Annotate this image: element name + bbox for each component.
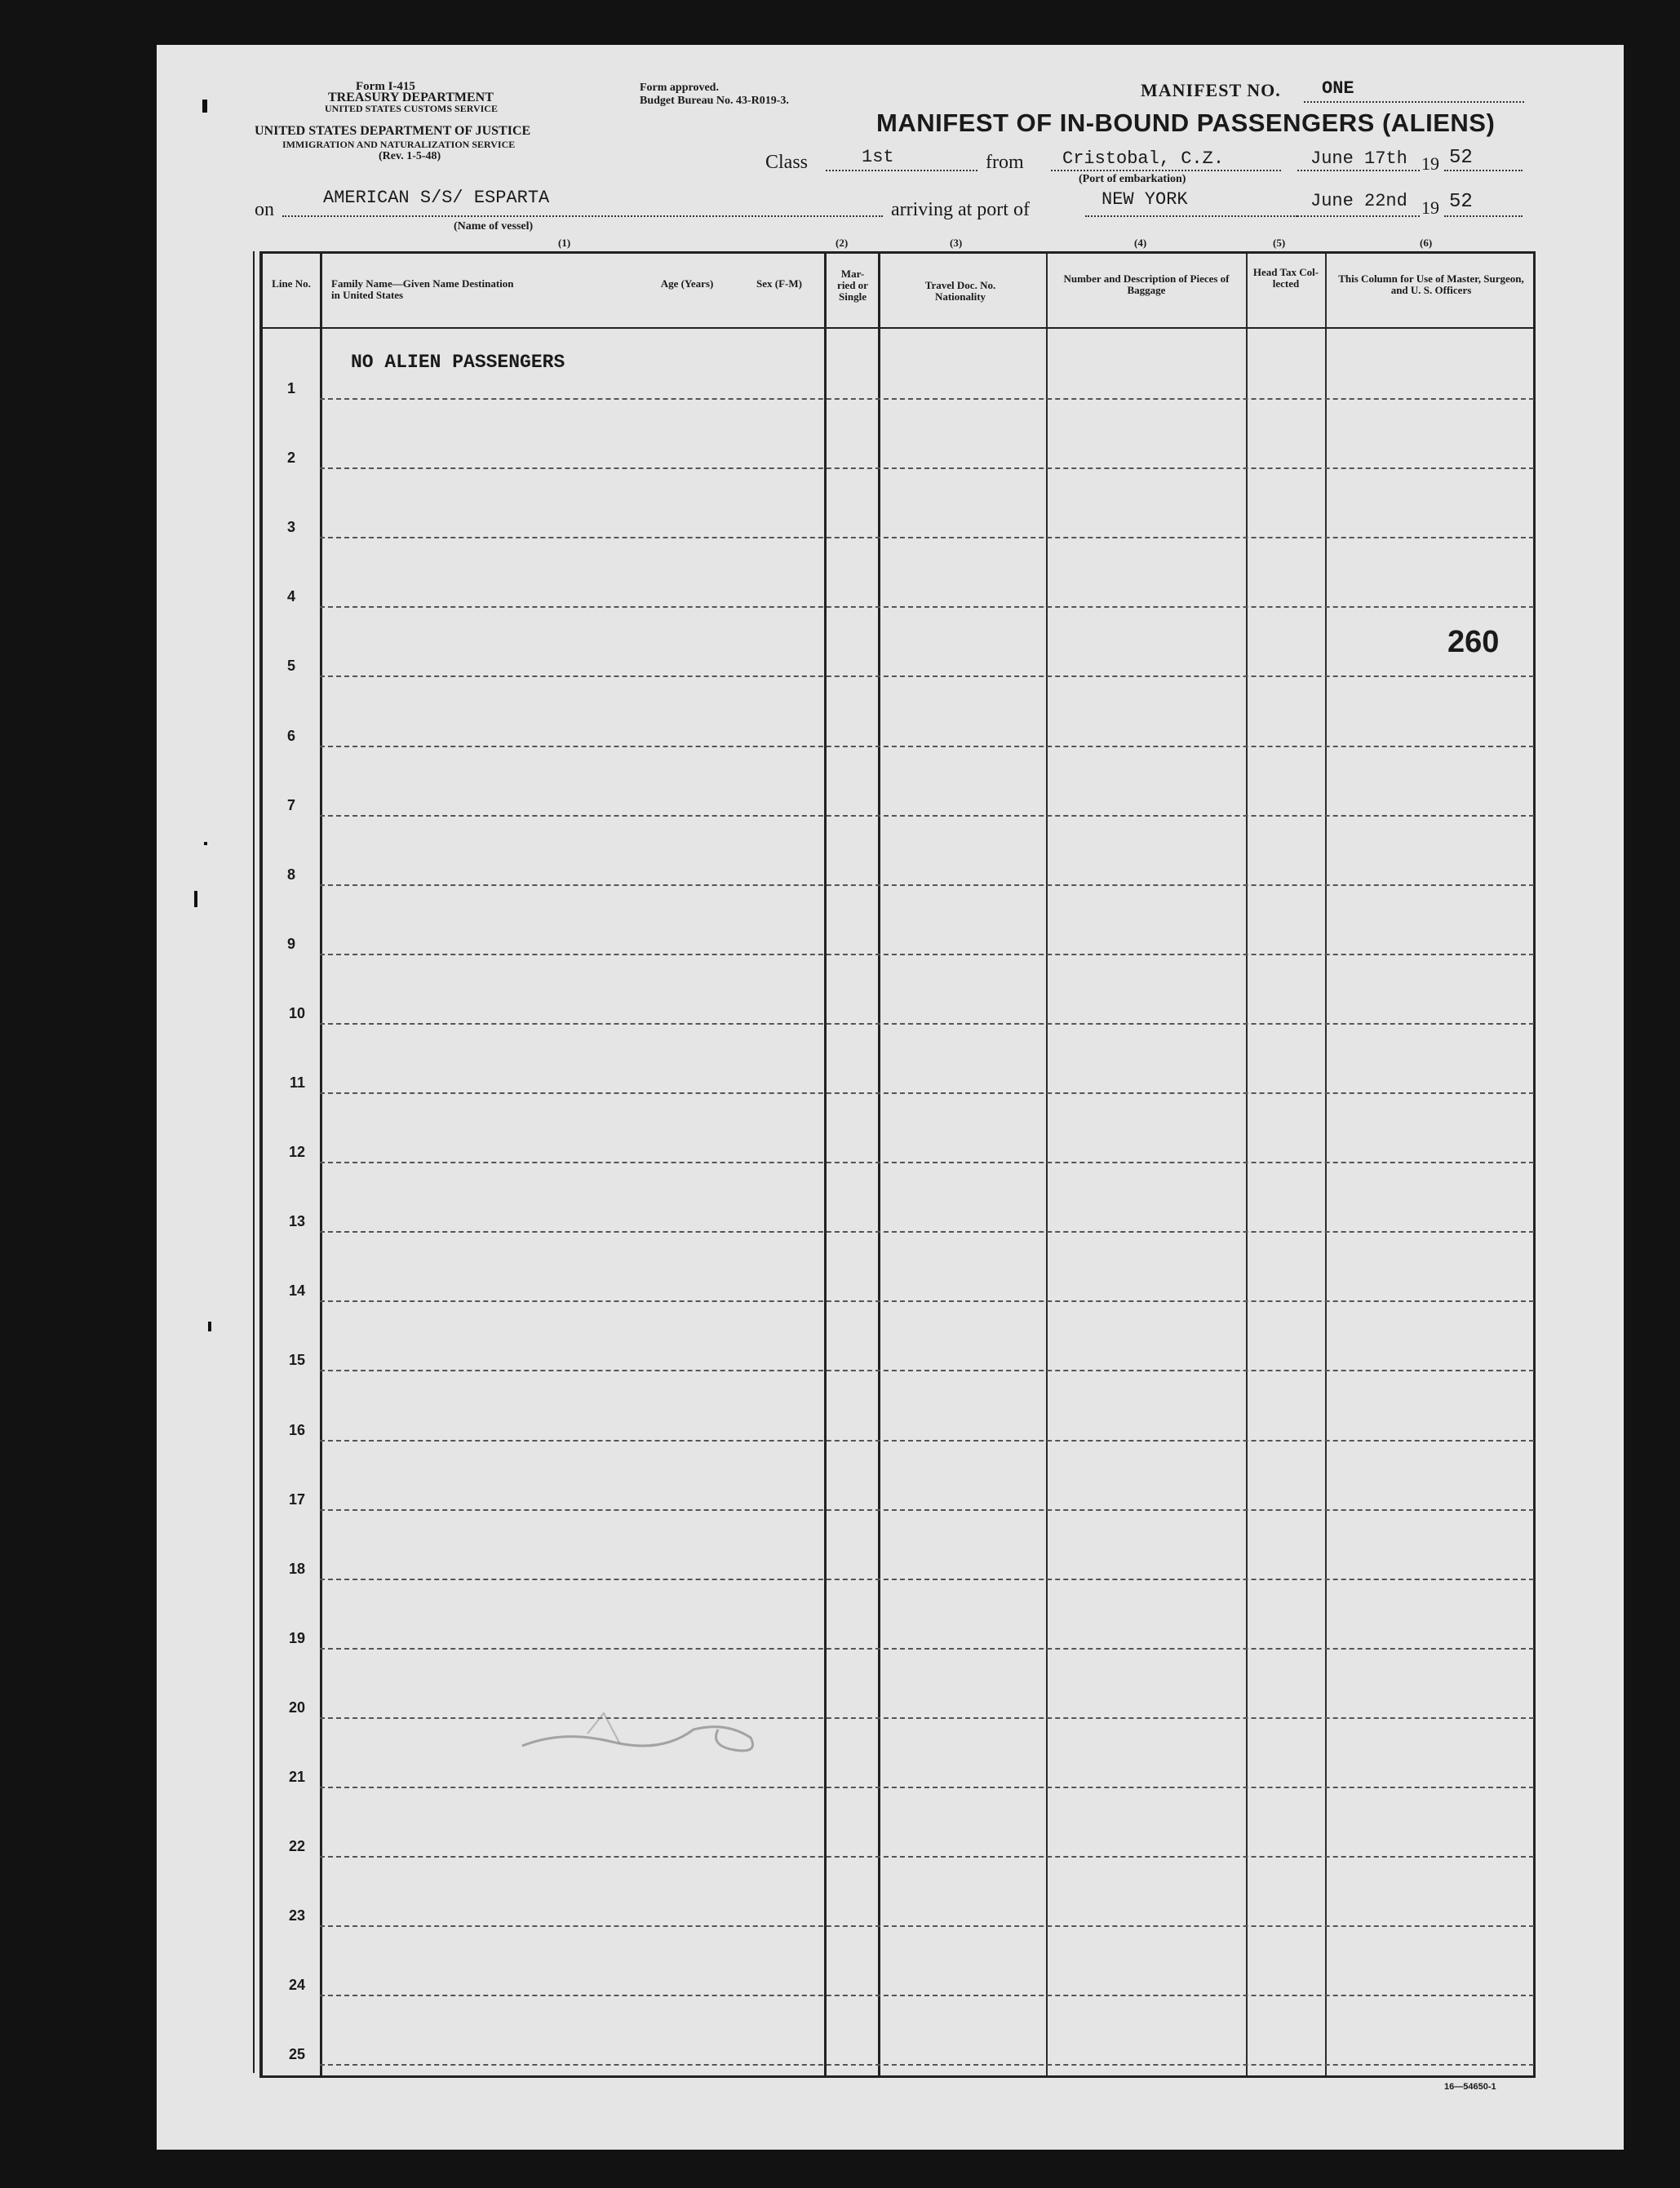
ink-speck — [194, 891, 197, 907]
line-number: 7 — [286, 797, 295, 813]
vessel-line — [282, 215, 883, 217]
year-2: 52 — [1449, 191, 1473, 213]
line-number: 25 — [288, 2046, 305, 2062]
line-number: 1 — [286, 380, 295, 396]
table-row-line — [320, 1995, 1534, 1996]
no-alien-passengers-entry: NO ALIEN PASSENGERS — [351, 352, 565, 373]
table-row-line — [320, 954, 1534, 955]
table-row-line — [320, 1648, 1534, 1650]
ins-label: IMMIGRATION AND NATURALIZATION SERVICE — [282, 139, 516, 150]
revision-date: (Rev. 1-5-48) — [379, 150, 441, 162]
header-sex: Sex (F-M) — [756, 277, 802, 290]
year-1-line — [1444, 170, 1523, 171]
form-number: Form I-415 — [356, 80, 415, 93]
line-number: 21 — [288, 1769, 305, 1785]
line-number: 22 — [288, 1838, 305, 1854]
column-number-3: (3) — [950, 237, 963, 249]
port-caption: (Port of embarkation) — [1079, 173, 1186, 185]
ink-speck — [202, 100, 207, 113]
customs-service: UNITED STATES CUSTOMS SERVICE — [325, 103, 498, 114]
line-number: 10 — [288, 1005, 305, 1021]
ink-speck — [204, 842, 207, 845]
line-number: 2 — [286, 450, 295, 466]
arrival-date-line — [1297, 215, 1420, 217]
form-approved: Form approved. — [640, 82, 719, 94]
col-divider-head-tax — [1325, 254, 1327, 2075]
department-of-justice: UNITED STATES DEPARTMENT OF JUSTICE — [255, 124, 531, 138]
line-number: 4 — [286, 588, 295, 605]
table-row-line — [320, 1162, 1534, 1163]
on-label: on — [255, 199, 274, 220]
table-left-rule — [253, 251, 255, 2073]
line-number: 9 — [286, 936, 295, 952]
manifest-no-label: MANIFEST NO. — [1141, 80, 1281, 100]
table-row-line — [320, 1092, 1534, 1094]
year-1: 52 — [1449, 147, 1473, 169]
header-age: Age (Years) — [660, 277, 714, 290]
table-row-line — [320, 537, 1534, 538]
header-rule — [263, 327, 1533, 329]
line-number: 17 — [288, 1491, 305, 1508]
table-row-line — [320, 1440, 1534, 1442]
table-row-line — [320, 1787, 1534, 1788]
passenger-table — [259, 251, 1536, 2078]
col-divider-line-no — [320, 254, 322, 2075]
table-row-line — [320, 1925, 1534, 1927]
from-label: from — [986, 152, 1024, 173]
table-row-line — [320, 2064, 1534, 2066]
col-divider-name — [824, 254, 827, 2075]
line-number: 20 — [288, 1699, 305, 1716]
table-row-line — [320, 1231, 1534, 1233]
page-title: MANIFEST OF IN-BOUND PASSENGERS (ALIENS) — [876, 109, 1496, 137]
header-line-no: Line No. — [272, 277, 311, 290]
col-divider-married — [878, 254, 880, 2075]
budget-bureau: Budget Bureau No. 43-R019-3. — [640, 95, 789, 107]
header-name: Family Name—Given Name Destination in United States — [331, 277, 514, 301]
line-number: 8 — [286, 866, 295, 883]
line-number: 14 — [288, 1282, 305, 1299]
table-row-line — [320, 1717, 1534, 1719]
table-row-line — [320, 467, 1534, 469]
header-officers: This Column for Use of Master, Surgeon, and U. S. Officers — [1338, 272, 1524, 296]
line-number: 5 — [286, 658, 295, 674]
header-baggage: Number and Description of Pieces of Baggage — [1063, 272, 1230, 296]
header-head-tax: Head Tax Col- lected — [1252, 266, 1319, 290]
class-line — [826, 170, 977, 171]
table-row-line — [320, 884, 1534, 886]
stamp-number: 260 — [1447, 625, 1500, 659]
column-number-4: (4) — [1134, 237, 1147, 249]
line-number: 19 — [288, 1630, 305, 1646]
line-number: 12 — [288, 1144, 305, 1160]
column-number-6: (6) — [1420, 237, 1433, 249]
arrival-port: NEW YORK — [1102, 189, 1188, 210]
manifest-no-line — [1304, 101, 1524, 103]
year-prefix-2: 19 — [1421, 197, 1439, 218]
table-row-line — [320, 1509, 1534, 1511]
header-travel-doc: Travel Doc. No. Nationality — [924, 279, 996, 303]
class-label: Class — [765, 152, 809, 173]
header-married: Mar- ried or Single — [837, 268, 868, 303]
ink-speck — [208, 1322, 211, 1331]
departure-date-line — [1297, 170, 1420, 171]
arrival-date: June 22nd — [1310, 191, 1407, 211]
table-row-line — [320, 606, 1534, 608]
table-row-line — [320, 746, 1534, 747]
line-number: 16 — [288, 1422, 305, 1438]
column-number-2: (2) — [836, 237, 849, 249]
table-row-line — [320, 398, 1534, 400]
vessel-caption: (Name of vessel) — [454, 220, 534, 233]
col-divider-baggage — [1246, 254, 1248, 2075]
line-number: 24 — [288, 1977, 305, 1993]
line-number: 11 — [289, 1074, 305, 1091]
arriving-label: arriving at port of — [891, 199, 1030, 220]
line-number: 23 — [288, 1907, 305, 1924]
manifest-no-value: ONE — [1322, 78, 1354, 99]
table-row-line — [320, 1023, 1534, 1025]
line-number: 15 — [288, 1352, 305, 1368]
arrival-port-line — [1085, 215, 1297, 217]
line-number: 6 — [286, 728, 295, 744]
departure-date: June 17th — [1310, 148, 1407, 169]
faint-signature — [514, 1697, 783, 1770]
table-row-line — [320, 1370, 1534, 1371]
from-value: Cristobal, C.Z. — [1062, 148, 1225, 169]
table-row-line — [320, 1856, 1534, 1858]
line-number: 18 — [288, 1561, 305, 1577]
table-row-line — [320, 675, 1534, 677]
vessel-name: AMERICAN S/S/ ESPARTA — [323, 188, 550, 208]
column-number-5: (5) — [1273, 237, 1286, 249]
from-line — [1051, 170, 1281, 171]
year-prefix-1: 19 — [1421, 153, 1439, 174]
class-value: 1st — [862, 147, 894, 167]
print-code: 16—54650-1 — [1444, 2082, 1496, 2092]
table-row-line — [320, 1300, 1534, 1302]
year-2-line — [1444, 215, 1523, 217]
col-divider-travel — [1046, 254, 1048, 2075]
treasury-department: TREASURY DEPARTMENT — [328, 91, 494, 104]
table-row-line — [320, 815, 1534, 817]
table-row-line — [320, 1579, 1534, 1580]
line-number: 13 — [288, 1213, 305, 1229]
line-number: 3 — [286, 519, 295, 535]
column-number-1: (1) — [558, 237, 571, 249]
